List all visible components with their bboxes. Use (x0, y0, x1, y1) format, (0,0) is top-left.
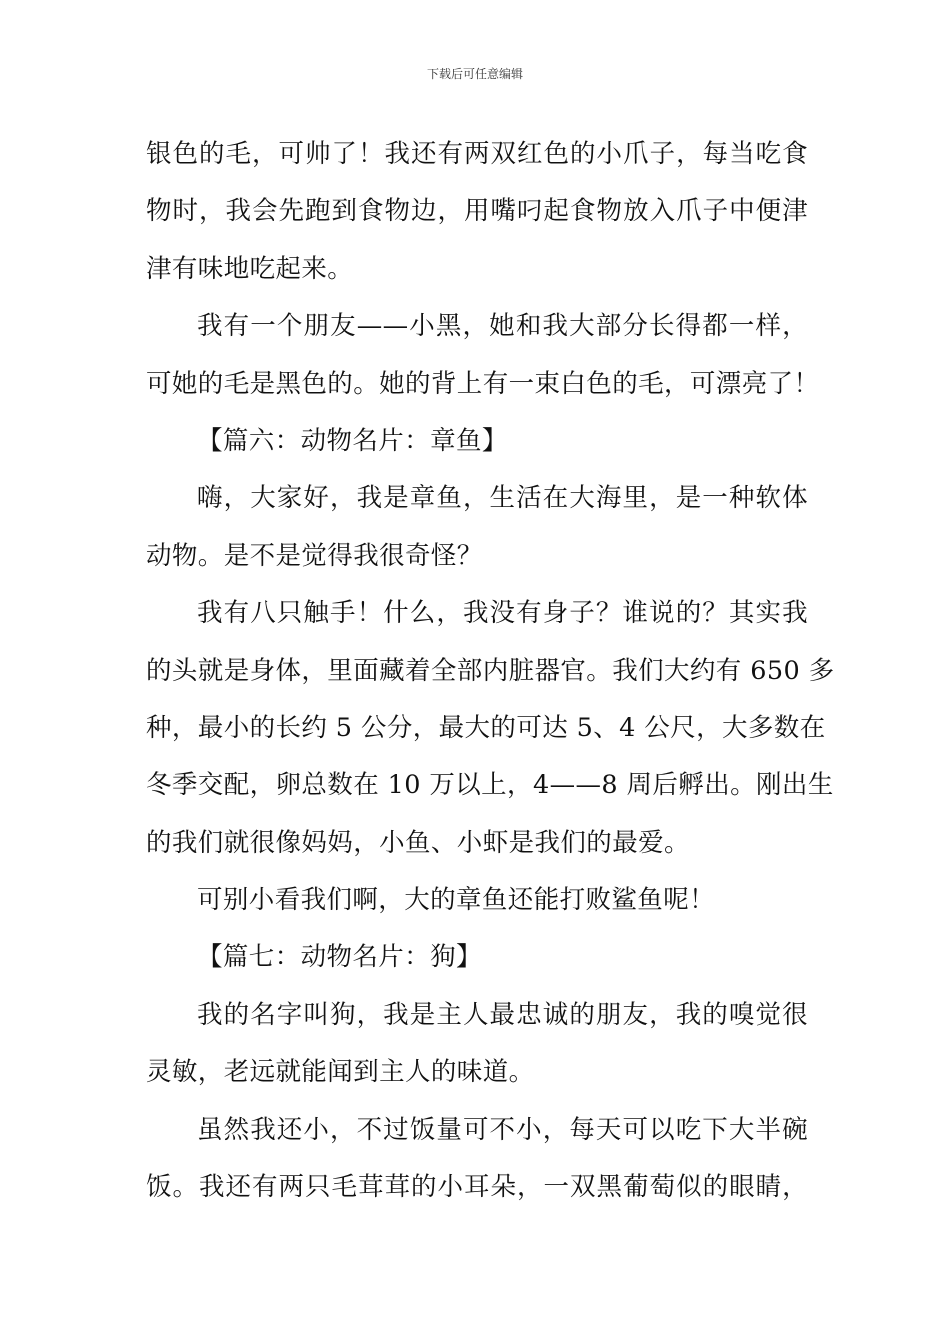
text-line: 饭。我还有两只毛茸茸的小耳朵，一双黑葡萄似的眼睛， (146, 1172, 808, 1203)
document-body (146, 126, 835, 1216)
text-line: 的我们就很像妈妈，小鱼、小虾是我们的最爱。 (146, 827, 690, 858)
section-heading: 【篇七：动物名片：狗】 (197, 942, 482, 973)
text-line: 种，最小的长约 5 公分，最大的可达 5、4 公尺，大多数在 (146, 712, 826, 743)
paragraph-start: 我的名字叫狗，我是主人最忠诚的朋友，我的嗅觉很 (197, 999, 808, 1030)
page-header: 下载后可任意编辑 (426, 67, 523, 81)
text-line: 的头就是身体，里面藏着全部内脏器官。我们大约有 650 多 (146, 655, 835, 686)
paragraph-start: 虽然我还小，不过饭量可不小，每天可以吃下大半碗 (197, 1114, 808, 1145)
paragraph-start: 可别小看我们啊，大的章鱼还能打败鲨鱼呢！ (197, 885, 716, 916)
paragraph-start: 我有一个朋友——小黑，她和我大部分长得都一样， (197, 311, 808, 342)
text-line: 可她的毛是黑色的。她的背上有一束白色的毛，可漂亮了！ (146, 368, 820, 399)
section-heading: 【篇六：动物名片：章鱼】 (197, 425, 508, 456)
paragraph-start: 嗨，大家好，我是章鱼，生活在大海里，是一种软体 (197, 483, 808, 514)
text-line: 动物。是不是觉得我很奇怪？ (146, 540, 483, 571)
text-line: 津有味地吃起来。 (146, 253, 354, 284)
text-line: 冬季交配，卵总数在 10 万以上，4——8 周后孵出。刚出生 (146, 770, 834, 801)
text-line: 物时，我会先跑到食物边，用嘴叼起食物放入爪子中便津 (146, 196, 808, 227)
text-line: 银色的毛，可帅了！我还有两双红色的小爪子，每当吃食 (146, 139, 808, 169)
text-line: 灵敏，老远就能闻到主人的味道。 (146, 1057, 535, 1088)
paragraph-start: 我有八只触手！什么，我没有身子？谁说的？其实我 (197, 598, 808, 629)
